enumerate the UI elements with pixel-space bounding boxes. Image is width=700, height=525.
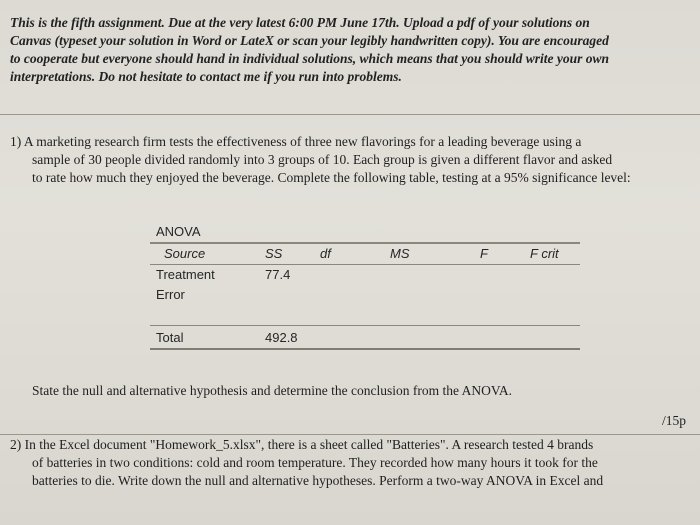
intro-line: This is the fifth assignment. Due at the very latest 6:00 PM June 17th. Upload a pdf of your solutions on: [10, 15, 590, 30]
header-ms: MS: [390, 246, 410, 261]
row-f: [480, 328, 530, 348]
points-label: /15p: [661, 413, 686, 428]
row-source: Treatment: [156, 267, 215, 282]
table-rule: [150, 348, 580, 350]
row-source: Total: [156, 330, 184, 345]
table-spacer: [150, 305, 580, 325]
divider: [0, 434, 700, 435]
anova-row-total: [150, 328, 580, 348]
header-fcrit: F crit: [530, 246, 559, 261]
question-2-line: 2) In the Excel document "Homework_5.xlsx", there is a sheet called "Batteries". A research tested 4 brands: [10, 437, 594, 452]
row-df: [320, 328, 390, 348]
header-f: F: [480, 246, 488, 261]
table-rule: [150, 325, 580, 326]
row-ss: 77.4: [265, 267, 291, 282]
anova-header-row: [150, 244, 580, 264]
anova-table-title: ANOVA: [156, 224, 201, 239]
intro-line: to cooperate but everyone should hand in individual solutions, which means that you should write your own: [10, 51, 609, 66]
row-ss: [265, 285, 320, 305]
divider: [0, 114, 700, 115]
row-source: Error: [156, 287, 185, 302]
row-ss: 492.8: [265, 330, 298, 345]
question-2: [10, 436, 692, 490]
question-2-line: batteries to die. Write down the null and alternative hypotheses. Perform a two-way ANOVA in Excel and: [32, 473, 604, 488]
row-fcrit: [530, 285, 580, 305]
question-1-line: 1) A marketing research firm tests the effectiveness of three new flavorings for a leading beverage using a: [10, 134, 582, 149]
row-f: [480, 265, 530, 285]
anova-table: [150, 222, 580, 350]
row-f: [480, 285, 530, 305]
row-fcrit: [530, 328, 580, 348]
question-2-line: of batteries in two conditions: cold and room temperature. They recorded how many hours it took for the: [32, 455, 598, 470]
intro-line: Canvas (typeset your solution in Word or LateX or scan your legibly handwritten copy). You are encouraged: [10, 33, 609, 48]
intro-line: interpretations. Do not hesitate to contact me if you run into problems.: [10, 69, 402, 84]
question-1-line: to rate how much they enjoyed the beverage. Complete the following table, testing at a 95% significance level:: [32, 170, 631, 185]
row-fcrit: [530, 265, 580, 285]
header-source: Source: [164, 246, 206, 261]
row-df: [320, 285, 390, 305]
header-df: df: [320, 246, 331, 261]
anova-row-error: [150, 285, 580, 305]
row-ms: [390, 265, 480, 285]
row-ms: [390, 328, 480, 348]
row-ms: [390, 285, 480, 305]
row-df: [320, 265, 390, 285]
question-1: [10, 133, 692, 187]
assignment-intro: [10, 14, 690, 86]
instruction-text: State the null and alternative hypothesis and determine the conclusion from the ANOVA.: [32, 383, 513, 398]
question-1-line: sample of 30 people divided randomly into 3 groups of 10. Each group is given a different flavor and asked: [32, 152, 613, 167]
header-ss: SS: [265, 246, 283, 261]
anova-row-treatment: [150, 265, 580, 285]
